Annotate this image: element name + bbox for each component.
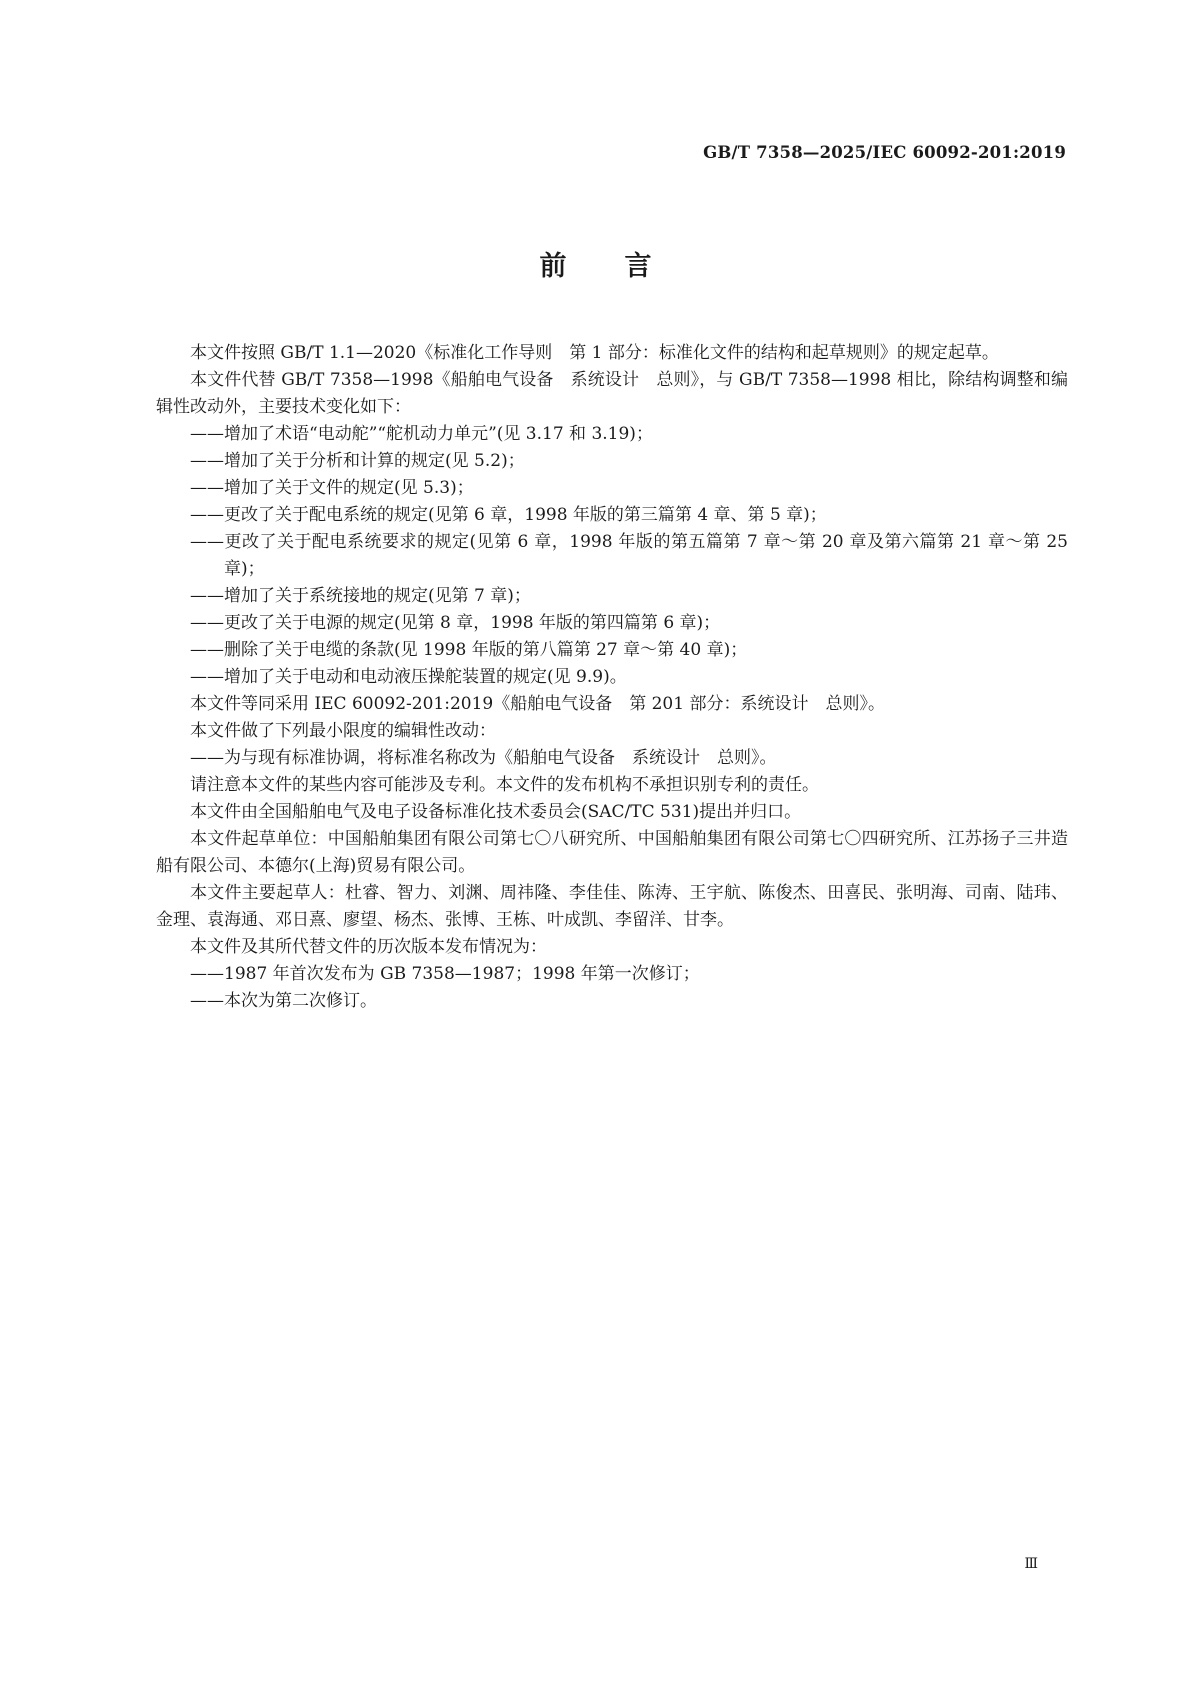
paragraph-text: 为与现有标准协调，将标准名称改为《船舶电气设备 系统设计 总则》。 [224, 748, 777, 768]
paragraph-text: 增加了关于分析和计算的规定(见 5.2)； [224, 451, 525, 471]
paragraph-text: 1987 年首次发布为 GB 7358—1987；1998 年第一次修订； [224, 964, 700, 984]
paragraph [156, 826, 1068, 880]
preface-body [156, 340, 1068, 1015]
list-item [156, 745, 1068, 772]
paragraph-text: 本文件按照 GB/T 1.1—2020《标准化工作导则 第 1 部分：标准化文件的结构和起草规则》的规定起草。 [190, 343, 999, 363]
dash-mark: —— [190, 667, 224, 687]
title-char-1: 前 [539, 251, 567, 282]
list-item [156, 664, 1068, 691]
dash-mark: —— [190, 478, 224, 498]
paragraph-text: 本文件代替 GB/T 7358—1998《船舶电气设备 系统设计 总则》，与 GB/T 7358—1998 相比，除结构调整和编辑性改动外，主要技术变化如下： [156, 370, 1068, 417]
dash-mark: —— [190, 451, 224, 471]
dash-mark: —— [190, 532, 224, 552]
list-item [156, 421, 1068, 448]
dash-mark: —— [190, 640, 224, 660]
title-char-2: 言 [624, 251, 652, 282]
paragraph-text: 本文件主要起草人：杜睿、智力、刘渊、周祎隆、李佳佳、陈涛、王宇航、陈俊杰、田喜民、张明海、司南、陆玮、金理、袁海通、邓日熹、廖望、杨杰、张博、王栋、叶成凯、李留洋、甘李。 [156, 883, 1068, 930]
dash-mark: —— [190, 964, 224, 984]
paragraph [156, 340, 1068, 367]
paragraph-text: 本文件及其所代替文件的历次版本发布情况为： [190, 937, 547, 957]
page-number: Ⅲ [1024, 1556, 1038, 1572]
paragraph-text: 本文件做了下列最小限度的编辑性改动： [190, 721, 496, 741]
list-item [156, 988, 1068, 1015]
paragraph-text: 请注意本文件的某些内容可能涉及专利。本文件的发布机构不承担识别专利的责任。 [190, 775, 819, 795]
paragraph-text: 本文件由全国船舶电气及电子设备标准化技术委员会(SAC/TC 531)提出并归口。 [190, 802, 802, 822]
list-item [156, 448, 1068, 475]
paragraph-text: 增加了术语“电动舵”“舵机动力单元”(见 3.17 和 3.19)； [224, 424, 653, 444]
list-item [156, 610, 1068, 637]
paragraph-text: 本次为第二次修订。 [224, 991, 377, 1011]
paragraph [156, 934, 1068, 961]
list-item [156, 583, 1068, 610]
page-title [0, 244, 1191, 283]
paragraph [156, 772, 1068, 799]
paragraph-text: 删除了关于电缆的条款(见 1998 年版的第八篇第 27 章～第 40 章)； [224, 640, 748, 660]
paragraph-text: 增加了关于系统接地的规定(见第 7 章)； [224, 586, 531, 606]
dash-mark: —— [190, 586, 224, 606]
paragraph-text: 本文件起草单位：中国船舶集团有限公司第七〇八研究所、中国船舶集团有限公司第七〇四研究所、江苏扬子三井造船有限公司、本德尔(上海)贸易有限公司。 [156, 829, 1068, 876]
paragraph [156, 718, 1068, 745]
paragraph [156, 799, 1068, 826]
paragraph-text: 增加了关于文件的规定(见 5.3)； [224, 478, 474, 498]
paragraph-text: 更改了关于配电系统的规定(见第 6 章，1998 年版的第三篇第 4 章、第 5 章)； [224, 505, 827, 525]
list-item [156, 475, 1068, 502]
paragraph-text: 增加了关于电动和电动液压操舵装置的规定(见 9.9)。 [224, 667, 627, 687]
paragraph [156, 367, 1068, 421]
dash-mark: —— [190, 424, 224, 444]
list-item [156, 961, 1068, 988]
paragraph-text: 更改了关于电源的规定(见第 8 章，1998 年版的第四篇第 6 章)； [224, 613, 721, 633]
list-item [156, 529, 1068, 583]
dash-mark: —— [190, 991, 224, 1011]
dash-mark: —— [190, 505, 224, 525]
paragraph-text: 更改了关于配电系统要求的规定(见第 6 章，1998 年版的第五篇第 7 章～第 20 章及第六篇第 21 章～第 25 章)； [224, 532, 1068, 579]
list-item [156, 502, 1068, 529]
paragraph [156, 880, 1068, 934]
dash-mark: —— [190, 748, 224, 768]
paragraph [156, 691, 1068, 718]
list-item [156, 637, 1068, 664]
dash-mark: —— [190, 613, 224, 633]
paragraph-text: 本文件等同采用 IEC 60092-201:2019《船舶电气设备 第 201 部分：系统设计 总则》。 [190, 694, 885, 714]
standard-code-header: GB/T 7358—2025/IEC 60092-201:2019 [703, 143, 1066, 162]
